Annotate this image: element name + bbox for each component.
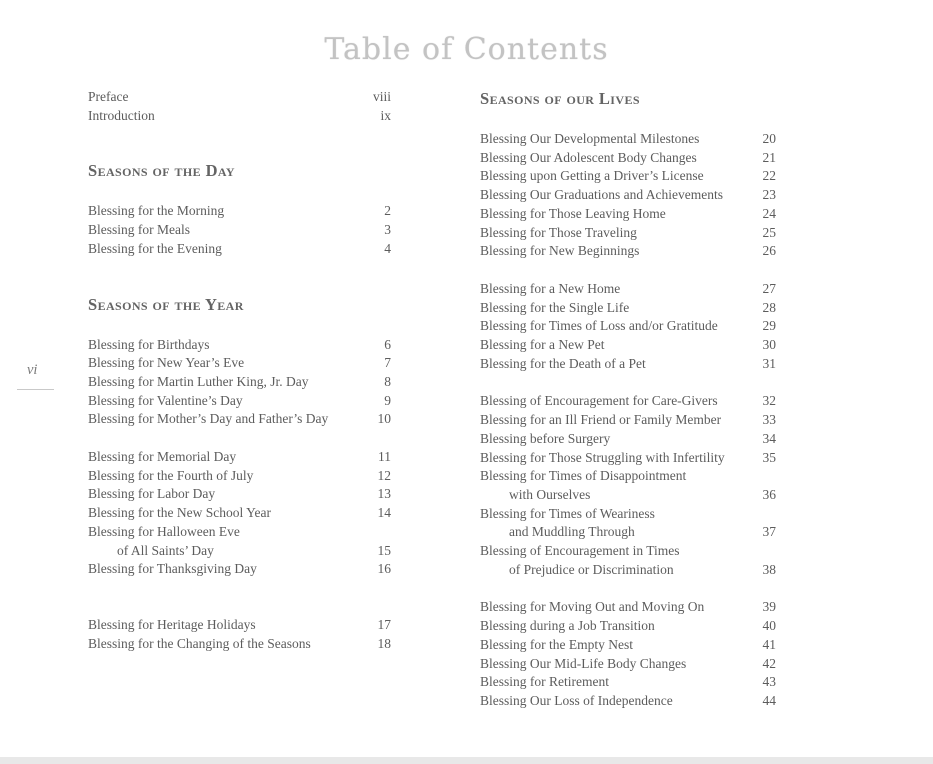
toc-entry-text [480,149,742,168]
toc-entry-page: 37 [762,524,776,540]
toc-entry-text [480,186,742,205]
toc-entry [88,354,391,373]
toc-entry-label: Blessing for an Ill Friend or Family Member [480,412,722,428]
toc-entry-text [88,336,357,355]
toc-entry-text [480,205,742,224]
page-bottom-edge [0,757,933,764]
toc-entry-text [480,280,742,299]
toc-entry-page: 4 [384,240,391,256]
toc-entry-text [88,560,357,579]
toc-entry [480,430,776,449]
toc-entry-page: 11 [378,449,391,465]
toc-entry [480,692,776,711]
toc-group [480,130,776,261]
toc-left-column [88,88,391,653]
toc-entry [480,617,776,636]
toc-entry-page: 38 [762,561,776,577]
toc-entry [88,485,391,504]
toc-entry [88,373,391,392]
toc-entry-page: 28 [762,299,776,315]
toc-entry-label: Blessing for Heritage Holidays [88,616,256,632]
toc-entry [88,523,391,560]
toc-entry [480,280,776,299]
toc-entry-label: Blessing for Martin Luther King, Jr. Day [88,373,309,389]
toc-entry-label: Blessing for Times of Disappointment [480,468,687,484]
toc-entry-label: Blessing for the Empty Nest [480,636,633,652]
toc-entry-text [480,392,742,411]
toc-block [480,88,776,711]
toc-entry [480,673,776,692]
toc-entry-page: 36 [762,486,776,502]
toc-entry-text [480,355,742,374]
toc-entry-label: Blessing for New Year’s Eve [88,355,245,371]
toc-entry-label: Blessing for Moving Out and Moving On [480,599,705,615]
toc-entry-text [88,392,357,411]
toc-entry [480,167,776,186]
toc-entry-text [88,616,357,635]
toc-entry [88,88,391,107]
toc-entry-page: 13 [377,486,391,502]
section-heading: Seasons of our Lives [480,89,640,108]
toc-entry-text [88,410,357,429]
toc-entry-text [480,598,742,617]
toc-entry-label: Blessing for Those Traveling [480,224,637,240]
toc-entry [88,448,391,467]
toc-entry-text [88,485,357,504]
toc-entry-page: 43 [762,674,776,690]
toc-block [88,294,391,654]
toc-entry-text [480,242,742,261]
toc-entry-page: 18 [377,635,391,651]
toc-entry-text [480,411,742,430]
toc-entry-page: 27 [762,280,776,296]
toc-group [480,598,776,710]
toc-entry-page: 41 [762,636,776,652]
toc-entry-text [480,673,742,692]
toc-entry [480,186,776,205]
toc-entry [88,202,391,221]
page-title: Table of Contents [324,32,609,67]
toc-entry-label: Blessing for Those Leaving Home [480,205,666,221]
toc-entry [480,449,776,468]
toc-entry-label: Blessing Our Developmental Milestones [480,131,700,146]
toc-entry-label: Blessing for the Changing of the Seasons [88,635,311,651]
toc-entry [480,205,776,224]
toc-entry-label: Blessing for a New Pet [480,337,605,353]
toc-group [88,88,391,125]
toc-entry-text [88,221,357,240]
toc-entry-label: Blessing for Times of Weariness [480,505,655,521]
toc-entry-label: Blessing for Halloween Eve [88,523,240,539]
toc-entry-text [480,449,742,468]
toc-entry-label: Blessing Our Mid-Life Body Changes [480,655,687,671]
toc-entry [88,392,391,411]
toc-entry [480,542,776,579]
toc-entry [480,636,776,655]
toc-entry-text [480,636,742,655]
toc-entry-page: ix [380,107,391,123]
toc-entry-text [88,88,357,107]
toc-entry-label: Blessing for Times of Loss and/or Gratitude [480,318,718,334]
toc-entry-label: Blessing for Thanksgiving Day [88,561,257,577]
toc-right-column [480,88,776,711]
toc-entry-label: Blessing Our Loss of Independence [480,692,673,708]
toc-entry-label: Blessing for Those Struggling with Infertility [480,449,725,465]
toc-entry [88,504,391,523]
toc-entry [480,392,776,411]
toc-entry-label: Blessing for the Evening [88,240,222,256]
toc-entry-page: 9 [384,392,391,408]
toc-group [88,448,391,579]
toc-entry-text [480,299,742,318]
toc-group [88,616,391,653]
toc-entry [480,655,776,674]
toc-entry-label: Blessing for the Morning [88,203,225,219]
toc-entry-label: Blessing for the New School Year [88,505,271,521]
toc-entry-text [480,505,742,542]
toc-entry-page: 20 [762,131,776,146]
toc-entry-page: 6 [384,336,391,352]
toc-entry [480,317,776,336]
toc-entry [88,616,391,635]
toc-entry-text [88,354,357,373]
toc-entry-page: 25 [762,224,776,240]
toc-entry [480,242,776,261]
toc-entry-page: 34 [762,430,776,446]
toc-entry [88,107,391,126]
toc-entry-page: 3 [384,222,391,238]
toc-entry [88,635,391,654]
toc-group [88,202,391,258]
toc-entry-page: 29 [762,318,776,334]
toc-entry [480,411,776,430]
toc-entry [88,467,391,486]
toc-entry-text [88,467,357,486]
toc-entry-text [88,107,357,126]
toc-entry [480,130,776,149]
toc-entry-text [480,430,742,449]
section-heading: Seasons of the Day [88,161,235,181]
toc-entry-text [88,504,357,523]
toc-entry-text [480,317,742,336]
toc-entry [480,505,776,542]
toc-entry-text [88,635,357,654]
toc-group [480,392,776,579]
toc-entry-text [88,202,357,221]
toc-entry-text [480,224,742,243]
toc-entry-page: 30 [762,337,776,353]
toc-entry-page: 44 [762,692,776,708]
folio-number: vi [27,362,38,378]
toc-entry-text [88,240,357,259]
toc-entry-page: 32 [762,393,776,409]
toc-entry-text [88,448,357,467]
toc-entry-text [480,692,742,711]
toc-entry-label: Blessing before Surgery [480,430,611,446]
toc-entry [88,240,391,259]
toc-entry-page: 17 [377,616,391,632]
toc-entry-page: 7 [384,355,391,371]
toc-entry-label: Blessing for Valentine’s Day [88,392,243,408]
toc-entry [88,336,391,355]
toc-entry [88,560,391,579]
toc-entry-label: Blessing for a New Home [480,280,621,296]
toc-entry-page: 35 [762,449,776,465]
toc-entry-text [88,373,357,392]
toc-entry-label: Blessing for Meals [88,222,190,238]
toc-entry [480,224,776,243]
toc-entry-page: 21 [762,149,776,165]
toc-entry-page: 8 [384,373,391,389]
toc-entry-page: 39 [762,599,776,615]
toc-entry-label-continuation: with Ourselves [509,486,591,502]
toc-entry-page: 26 [762,243,776,259]
toc-entry-label: Blessing for Labor Day [88,486,216,502]
toc-entry-label: Preface [88,89,129,104]
toc-entry-page: 15 [377,542,391,558]
toc-entry [480,355,776,374]
toc-entry [480,299,776,318]
toc-entry-page: 10 [377,411,391,427]
toc-entry-label: Blessing of Encouragement for Care-Givers [480,393,718,409]
toc-entry-text [480,467,742,504]
toc-entry-label: Blessing for the Single Life [480,299,630,315]
toc-entry-text [480,542,742,579]
toc-entry-page: 22 [762,168,776,184]
toc-entry [88,410,391,429]
toc-entry-label: Blessing during a Job Transition [480,618,655,634]
section-heading: Seasons of the Year [88,294,244,314]
toc-entry-label: Blessing for Retirement [480,674,609,690]
toc-entry-text [480,167,742,186]
toc-entry-page: 40 [762,618,776,634]
toc-entry-label: Introduction [88,107,155,123]
toc-entry-page: 16 [377,561,391,577]
toc-entry-label: Blessing for New Beginnings [480,243,640,259]
toc-entry-label: Blessing for the Fourth of July [88,467,254,483]
toc-block [88,160,391,258]
toc-group [480,280,776,374]
toc-entry-text [88,523,357,560]
toc-entry-label: Blessing Our Adolescent Body Changes [480,149,697,165]
toc-entry-label: Blessing for Memorial Day [88,449,237,465]
toc-entry-label: Blessing of Encouragement in Times [480,543,680,559]
toc-entry [480,598,776,617]
toc-entry-text [480,617,742,636]
toc-entry-page: viii [372,89,391,104]
toc-block [88,88,391,125]
toc-entry-label: Blessing upon Getting a Driver’s License [480,168,704,184]
toc-entry-page: 23 [762,187,776,203]
toc-entry-page: 14 [377,505,391,521]
toc-entry [88,221,391,240]
toc-entry-page: 31 [762,355,776,371]
toc-entry [480,149,776,168]
toc-entry-label-continuation: of All Saints’ Day [117,542,214,558]
toc-entry-label: Blessing Our Graduations and Achievements [480,187,723,203]
toc-entry-page: 33 [762,412,776,428]
toc-entry [480,467,776,504]
toc-entry-text [480,130,742,149]
toc-entry-label: Blessing for Mother’s Day and Father’s Day [88,411,329,427]
toc-entry-label: Blessing for Birthdays [88,336,210,352]
toc-entry-page: 24 [762,205,776,221]
toc-entry-page: 2 [384,203,391,219]
folio-rule [17,389,54,390]
toc-entry-page: 12 [377,467,391,483]
toc-entry-label-continuation: and Muddling Through [509,524,635,540]
toc-entry-label-continuation: of Prejudice or Discrimination [509,561,674,577]
toc-entry-text [480,655,742,674]
toc-entry-page: 42 [762,655,776,671]
toc-entry-label: Blessing for the Death of a Pet [480,355,646,371]
toc-entry [480,336,776,355]
toc-group [88,336,391,430]
toc-entry-text [480,336,742,355]
